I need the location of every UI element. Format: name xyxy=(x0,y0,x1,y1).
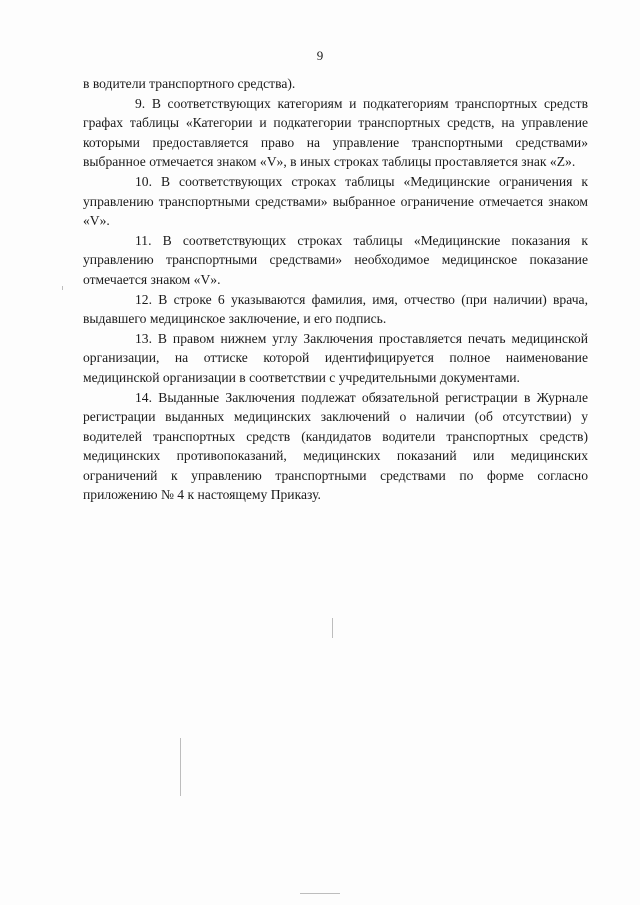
paragraph-10: 10. В соответствующих строках таблицы «Медицинские ограничения к управлению транспортными средствами» выбранное ограничение отмечается знаком «V». xyxy=(83,173,588,229)
scan-artifact-line xyxy=(62,286,63,290)
scan-artifact-line xyxy=(300,893,340,894)
paragraph-12: 12. В строке 6 указываются фамилия, имя, отчество (при наличии) врача, выдавшего медицинское заключение, и его подпись. xyxy=(83,291,588,327)
page-number: 9 xyxy=(316,48,324,63)
document-body xyxy=(83,74,588,505)
paragraph-9: 9. В соответствующих категориям и подкатегориям транспортных средств графах таблицы «Категории и подкатегории транспортных средств, на управление которыми предоставляется право на управление транспортными средствами» выбранное отмечается знаком «V», в иных строках таблицы проставляется знак «Z». xyxy=(83,95,588,170)
paragraph-14: 14. Выданные Заключения подлежат обязательной регистрации в Журнале регистрации выданных медицинских заключений о наличии (об отсутствии) у водителей транспортных средств (кандидатов водители транспортных средств) медицинских противопоказаний, медицинских показаний или медицинских ограничений к управлению транспортными средствами по форме согласно приложению № 4 к настоящему Приказу. xyxy=(83,389,588,503)
paragraph-13: 13. В правом нижнем углу Заключения проставляется печать медицинской организации, на оттиске которой идентифицируется полное наименование медицинской организации в соответствии с учредительными документами. xyxy=(83,330,588,385)
paragraph-11: 11. В соответствующих строках таблицы «Медицинские показания к управлению транспортными средствами» необходимое медицинское показание отмечается знаком «V». xyxy=(83,232,588,287)
paragraph-continuation: в водители транспортного средства). xyxy=(83,76,296,91)
scan-artifact-line xyxy=(180,738,181,796)
scan-artifact-line xyxy=(332,618,333,638)
